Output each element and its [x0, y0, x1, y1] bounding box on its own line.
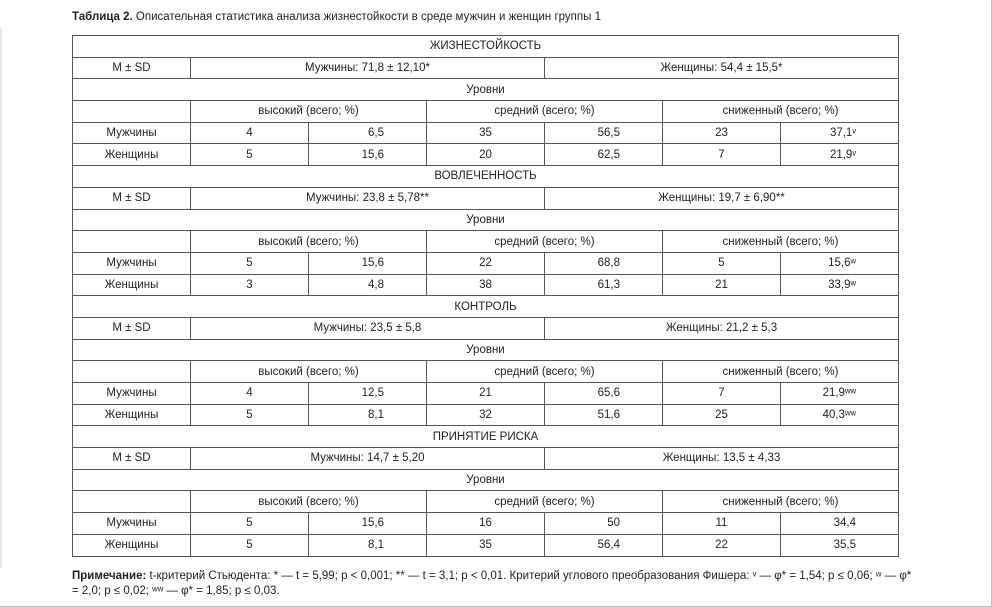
table-cell: 7 [663, 144, 781, 166]
msd-label: M ± SD [73, 317, 191, 339]
table-cell: 3 [191, 274, 309, 296]
msd-row [73, 448, 899, 470]
table-row [73, 252, 899, 274]
table-cell: 16 [427, 513, 545, 535]
table-cell: 68,8 [545, 252, 663, 274]
level-headers-row [73, 491, 899, 513]
table-cell: 21 [427, 383, 545, 405]
table-cell: 32 [427, 404, 545, 426]
table-cell: 8,1 [309, 404, 427, 426]
table-cell: 51,6 [545, 404, 663, 426]
empty-cell [73, 231, 191, 253]
mid-level-header: средний (всего; %) [427, 491, 663, 513]
table-cell: 7 [663, 383, 781, 405]
note-label: Примечание: [72, 570, 147, 582]
table-cell: 15,6ʷ [781, 252, 899, 274]
empty-cell [73, 361, 191, 383]
msd-label: M ± SD [73, 57, 191, 79]
mid-level-header: средний (всего; %) [427, 101, 663, 123]
table-cell: 25 [663, 404, 781, 426]
section-title: КОНТРОЛЬ [73, 296, 899, 318]
table-cell: 20 [427, 144, 545, 166]
section-title-row [73, 426, 899, 448]
table-cell: 35 [427, 534, 545, 556]
table-cell: 65,6 [545, 383, 663, 405]
men-mean-sd: Мужчины: 23,8 ± 5,78** [191, 187, 545, 209]
table-cell: 22 [663, 534, 781, 556]
note-text: t-критерий Стьюдента: * — t = 5,99; p < 0,001; ** — t = 3,1; p < 0,01. Критерий углового преобразования Фишера: ᵛ — φ* = 1,54; p ≤ 0,06; ʷ — φ* = 2,0; p ≤ 0,02; ʷʷ — φ* = 1,85; p ≤ 0,03. [72, 570, 912, 597]
table-row [73, 513, 899, 535]
table-cell: 21,9ᵛ [781, 144, 899, 166]
mid-level-header: средний (всего; %) [427, 361, 663, 383]
table-cell: 12,5 [309, 383, 427, 405]
levels-label: Уровни [73, 469, 899, 491]
low-level-header: сниженный (всего; %) [663, 361, 899, 383]
msd-row [73, 317, 899, 339]
table-cell: 21,9ʷʷ [781, 383, 899, 405]
row-label: Женщины [73, 534, 191, 556]
row-label: Женщины [73, 144, 191, 166]
table-cell: 35 [427, 122, 545, 144]
row-label: Женщины [73, 274, 191, 296]
high-level-header: высокий (всего; %) [191, 361, 427, 383]
table-cell: 50 [545, 513, 663, 535]
table-cell: 56,4 [545, 534, 663, 556]
women-mean-sd: Женщины: 54,4 ± 15,5* [545, 57, 899, 79]
table-row [73, 274, 899, 296]
table-cell: 4,8 [309, 274, 427, 296]
levels-row [73, 79, 899, 101]
table-cell: 5 [663, 252, 781, 274]
high-level-header: высокий (всего; %) [191, 491, 427, 513]
table-row [73, 534, 899, 556]
table-cell: 5 [191, 534, 309, 556]
table-cell: 15,6 [309, 252, 427, 274]
low-level-header: сниженный (всего; %) [663, 231, 899, 253]
levels-row [73, 469, 899, 491]
table-cell: 15,6 [309, 513, 427, 535]
table-cell: 22 [427, 252, 545, 274]
table-cell: 23 [663, 122, 781, 144]
msd-row [73, 187, 899, 209]
section-title: ЖИЗНЕСТОЙКОСТЬ [73, 36, 899, 58]
women-mean-sd: Женщины: 13,5 ± 4,33 [545, 448, 899, 470]
left-scroll-edge [0, 28, 2, 568]
msd-label: M ± SD [73, 187, 191, 209]
table-cell: 5 [191, 252, 309, 274]
table-cell: 35,5 [781, 534, 899, 556]
table-note [72, 569, 912, 599]
table-cell: 4 [191, 122, 309, 144]
statistics-table [72, 35, 899, 557]
men-mean-sd: Мужчины: 14,7 ± 5,20 [191, 448, 545, 470]
msd-label: M ± SD [73, 448, 191, 470]
table-cell: 61,3 [545, 274, 663, 296]
section-title: ПРИНЯТИЕ РИСКА [73, 426, 899, 448]
men-mean-sd: Мужчины: 71,8 ± 12,10* [191, 57, 545, 79]
table-cell: 40,3ʷʷ [781, 404, 899, 426]
table-cell: 38 [427, 274, 545, 296]
table-body [73, 36, 899, 557]
mid-level-header: средний (всего; %) [427, 231, 663, 253]
low-level-header: сниженный (всего; %) [663, 101, 899, 123]
high-level-header: высокий (всего; %) [191, 101, 427, 123]
row-label: Мужчины [73, 513, 191, 535]
caption-label: Таблица 2. [72, 11, 133, 23]
table-cell: 5 [191, 513, 309, 535]
table-cell: 4 [191, 383, 309, 405]
table-cell: 56,5 [545, 122, 663, 144]
table-cell: 37,1ᵛ [781, 122, 899, 144]
empty-cell [73, 101, 191, 123]
table-cell: 5 [191, 144, 309, 166]
men-mean-sd: Мужчины: 23,5 ± 5,8 [191, 317, 545, 339]
level-headers-row [73, 361, 899, 383]
row-label: Мужчины [73, 252, 191, 274]
high-level-header: высокий (всего; %) [191, 231, 427, 253]
table-cell: 21 [663, 274, 781, 296]
levels-row [73, 209, 899, 231]
level-headers-row [73, 101, 899, 123]
section-title-row [73, 166, 899, 188]
section-title-row [73, 36, 899, 58]
level-headers-row [73, 231, 899, 253]
table-cell: 15,6 [309, 144, 427, 166]
table-cell: 33,9ʷ [781, 274, 899, 296]
levels-label: Уровни [73, 79, 899, 101]
table-row [73, 404, 899, 426]
table-row [73, 122, 899, 144]
caption-text: Описательная статистика анализа жизнестойкости в среде мужчин и женщин группы 1 [135, 11, 601, 23]
table-cell: 8,1 [309, 534, 427, 556]
table-cell: 6,5 [309, 122, 427, 144]
table-cell: 34,4 [781, 513, 899, 535]
levels-row [73, 339, 899, 361]
table-cell: 5 [191, 404, 309, 426]
row-label: Мужчины [73, 122, 191, 144]
table-row [73, 383, 899, 405]
msd-row [73, 57, 899, 79]
women-mean-sd: Женщины: 19,7 ± 6,90** [545, 187, 899, 209]
empty-cell [73, 491, 191, 513]
table-cell: 11 [663, 513, 781, 535]
table-row [73, 144, 899, 166]
section-title: ВОВЛЕЧЕННОСТЬ [73, 166, 899, 188]
table-cell: 62,5 [545, 144, 663, 166]
row-label: Мужчины [73, 383, 191, 405]
low-level-header: сниженный (всего; %) [663, 491, 899, 513]
levels-label: Уровни [73, 339, 899, 361]
section-title-row [73, 296, 899, 318]
row-label: Женщины [73, 404, 191, 426]
women-mean-sd: Женщины: 21,2 ± 5,3 [545, 317, 899, 339]
table-caption [72, 11, 601, 23]
levels-label: Уровни [73, 209, 899, 231]
